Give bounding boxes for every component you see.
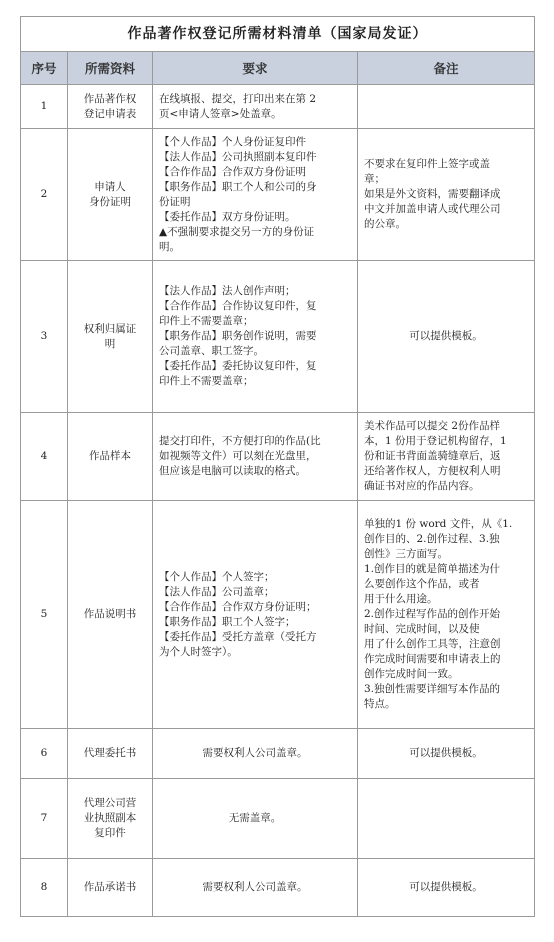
header-requirement: 要求 — [153, 52, 358, 85]
row-number: 6 — [21, 729, 68, 779]
header-note: 备注 — [358, 52, 535, 85]
note-cell: 不要求在复印件上签字或盖 章； 如果是外文资料，需要翻译成 中文并加盖申请人或代理公司 的公章。 — [358, 129, 535, 261]
table-row — [21, 501, 535, 729]
material-cell: 代理委托书 — [68, 729, 153, 779]
note-cell: 可以提供模板。 — [358, 859, 535, 917]
row-number: 1 — [21, 85, 68, 129]
note-cell: 可以提供模板。 — [358, 729, 535, 779]
requirement-cell: 在线填报、提交，打印出来在第 2 页<申请人签章>处盖章。 — [153, 85, 358, 129]
note-cell: 单独的1 份 word 文件，从《1. 创作目的、2.创作过程、3.独 创性》三方面写。 1.创作目的就是简单描述为什 么要创作这个作品，或者 用于什么用途。 2.创作过程写作品的创作开始 时间、完成时间，以及使 用了什么创作工具等，注意创 作完成时间需要和申请表上的 创作完成时间一致。 3.独创性需要详细写本作品的 特点。 — [358, 501, 535, 729]
row-number: 5 — [21, 501, 68, 729]
table-row — [21, 729, 535, 779]
table-row — [21, 129, 535, 261]
material-cell: 作品说明书 — [68, 501, 153, 729]
row-number: 4 — [21, 413, 68, 501]
note-cell: 可以提供模板。 — [358, 261, 535, 413]
requirement-cell: 【法人作品】法人创作声明； 【合作作品】合作协议复印件，复 印件上不需要盖章； 【职务作品】职务创作说明，需要 公司盖章、职工签字。 【委托作品】委托协议复印件，复 印件上不需要盖章； — [153, 261, 358, 413]
header-row — [21, 52, 535, 85]
row-number: 7 — [21, 779, 68, 859]
table-row — [21, 859, 535, 917]
table-title: 作品著作权登记所需材料清单（国家局发证） — [21, 17, 535, 52]
row-number: 2 — [21, 129, 68, 261]
requirement-cell: 【个人作品】个人身份证复印件 【法人作品】公司执照副本复印件 【合作作品】合作双方身份证明 【职务作品】职工个人和公司的身 份证明 【委托作品】双方身份证明。 ▲不强制要求提交另一方的身份证 明。 — [153, 129, 358, 261]
row-number: 3 — [21, 261, 68, 413]
note-cell — [358, 779, 535, 859]
title-row — [21, 17, 535, 52]
requirement-cell: 【个人作品】个人签字； 【法人作品】公司盖章； 【合作作品】合作双方身份证明； 【职务作品】职工个人签字； 【委托作品】受托方盖章（受托方 为个人时签字）。 — [153, 501, 358, 729]
material-cell: 代理公司营 业执照副本 复印件 — [68, 779, 153, 859]
requirement-cell: 需要权利人公司盖章。 — [153, 859, 358, 917]
table-row — [21, 85, 535, 129]
material-cell: 作品样本 — [68, 413, 153, 501]
table-row — [21, 779, 535, 859]
requirement-cell: 提交打印件，不方便打印的作品(比 如视频等文件）可以刻在光盘里， 但应该是电脑可以读取的格式。 — [153, 413, 358, 501]
table-row — [21, 261, 535, 413]
materials-table — [20, 16, 535, 917]
table-row — [21, 413, 535, 501]
requirement-cell: 需要权利人公司盖章。 — [153, 729, 358, 779]
requirement-cell: 无需盖章。 — [153, 779, 358, 859]
row-number: 8 — [21, 859, 68, 917]
note-cell — [358, 85, 535, 129]
material-cell: 申请人 身份证明 — [68, 129, 153, 261]
material-cell: 作品著作权 登记申请表 — [68, 85, 153, 129]
header-no: 序号 — [21, 52, 68, 85]
header-material: 所需资料 — [68, 52, 153, 85]
note-cell: 美术作品可以提交 2份作品样 本，1 份用于登记机构留存，1 份和证书背面盖骑缝章后，返 还给著作权人，方便权利人明 确证书对应的作品内容。 — [358, 413, 535, 501]
material-cell: 作品承诺书 — [68, 859, 153, 917]
material-cell: 权利归属证 明 — [68, 261, 153, 413]
